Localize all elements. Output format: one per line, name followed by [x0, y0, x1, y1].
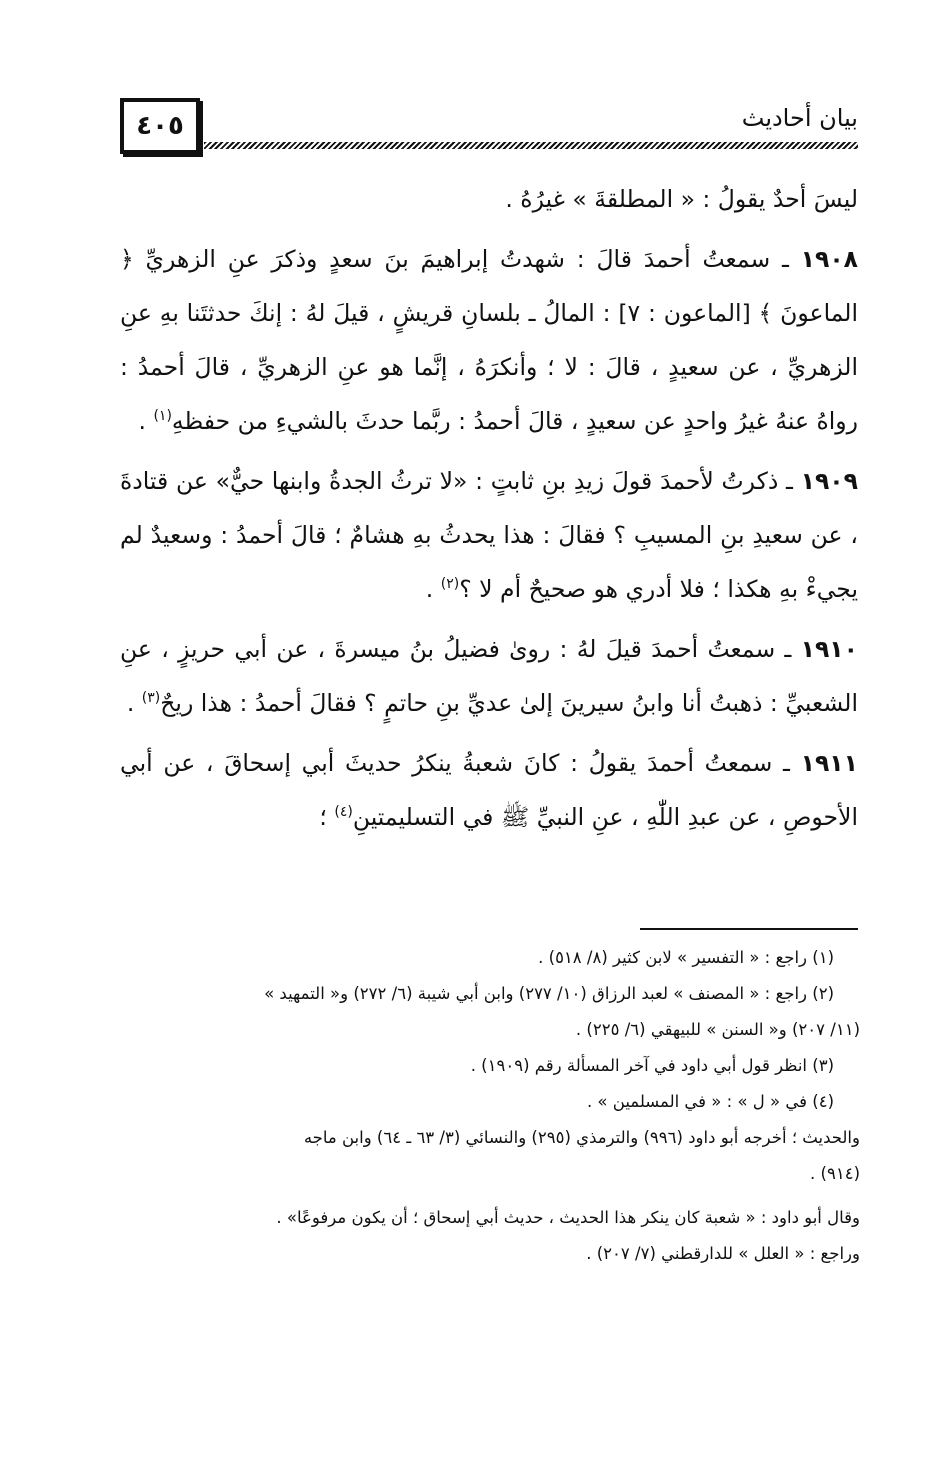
paragraph-1911: [120, 736, 858, 844]
paragraph-end: .: [425, 575, 434, 603]
issue-number: ١٩٠٨: [800, 245, 859, 273]
paragraph-text: ـ سمعتُ أحمدَ قيلَ لهُ : روىٰ فضيلُ بنُ ميسرةَ ، عن أبي حريزٍ ، عنِ الشعبيِّ : ذهبتُ أنا وابنُ سيرينَ إلىٰ عديِّ بنِ حاتمٍ ؟ فقالَ أحمدُ : هذا ريحٌ: [120, 635, 858, 717]
footnote-4-cont: وقال أبو داود : « شعبة كان ينكر هذا الحديث ، حديث أبي إسحاق ؛ أن يكون مرفوعًا» .: [276, 1208, 860, 1227]
page-header: [120, 92, 858, 156]
header-rule: [204, 142, 858, 149]
paragraph-end: .: [138, 407, 146, 435]
footnote-divider: [640, 928, 858, 930]
paragraph-text: ـ سمعتُ أحمدَ يقولُ : كانَ شعبةُ ينكرُ حديثَ أبي إسحاقَ ، عن أبي الأحوصِ ، عن عبدِ اللّٰهِ ، عنِ النبيِّ ﷺ في التسليمتينِ: [120, 749, 858, 831]
issue-number: ١٩٠٩: [800, 467, 858, 495]
footnote-4-cont: (٩١٤) .: [810, 1164, 860, 1183]
page-number-box: [120, 98, 200, 154]
intro-line: ليسَ أحدٌ يقولُ : « المطلقةَ » غيرُهُ .: [505, 185, 858, 213]
footnote-4-cont: وراجع : « العلل » للدارقطني (٧/ ٢٠٧) .: [586, 1244, 860, 1263]
page-number: ٤٠٥: [136, 111, 184, 141]
paragraph-end: .: [126, 689, 135, 717]
footnote-1: (١) راجع : « التفسير » لابن كثير (٨/ ٥١٨) .: [538, 948, 834, 967]
footnote-4: (٤) في « ل » : « في المسلمين » .: [586, 1092, 834, 1111]
issue-number: ١٩١٠: [800, 635, 858, 663]
footnote-2-cont: (١١/ ٢٠٧) و« السنن » للبيهقي (٦/ ٢٢٥) .: [575, 1020, 860, 1039]
paragraph-text: ـ ذكرتُ لأحمدَ قولَ زيدِ بنِ ثابتٍ : «لا ترثُ الجدةُ وابنها حيٌّ» عن قتادةَ ، عن سعيدِ بنِ المسيبِ ؟ فقالَ : هذا يحدثُ بهِ هشامٌ ؛ قالَ أحمدُ : وسعيدٌ لم يجيءْ بهِ هكذا ؛ فلا أدري هو صحيحٌ أم لا ؟: [120, 467, 858, 603]
footnote-ref: (٣): [141, 690, 161, 707]
footnote-3: (٣) انظر قول أبي داود في آخر المسألة رقم (١٩٠٩) .: [470, 1056, 834, 1075]
paragraph-1908: [120, 232, 858, 448]
paragraph-end: ؛: [319, 803, 327, 831]
footnotes: [120, 940, 860, 1272]
footnote-ref: (١): [153, 408, 172, 425]
running-title: بيان أحاديث: [741, 104, 858, 132]
paragraph-1910: [120, 622, 858, 730]
footnote-ref: (٢): [440, 576, 460, 593]
footnote-4-cont: والحديث ؛ أخرجه أبو داود (٩٩٦) والترمذي (٢٩٥) والنسائي (٣/ ٦٣ ـ ٦٤) وابن ماجه: [303, 1128, 860, 1147]
footnote-ref: (٤): [334, 804, 353, 821]
footnote-2: (٢) راجع : « المصنف » لعبد الرزاق (١٠/ ٢٧٧) وابن أبي شيبة (٦/ ٢٧٢) و« التمهيد »: [264, 984, 834, 1003]
paragraph-text: ـ سمعتُ أحمدَ قالَ : شهدتُ إبراهيمَ بنَ سعدٍ وذكرَ عنِ الزهريِّ ﴿ الماعونَ ﴾ [الماعون : ٧] : المالُ ـ بلسانِ قريشٍ ، قيلَ لهُ : إنكَ حدثتَنا بهِ عنِ الزهريِّ ، عن سعيدٍ ، قالَ : لا ؛ وأنكرَهُ ، إنَّما هو عنِ الزهريِّ ، قالَ أحمدُ : رواهُ عنهُ غيرُ واحدٍ عن سعيدٍ ، قالَ أحمدُ : ربَّما حدثَ بالشيءِ من حفظهِ: [120, 245, 858, 435]
paragraph-1909: [120, 454, 858, 616]
issue-number: ١٩١١: [800, 749, 858, 777]
main-text: [120, 172, 858, 850]
